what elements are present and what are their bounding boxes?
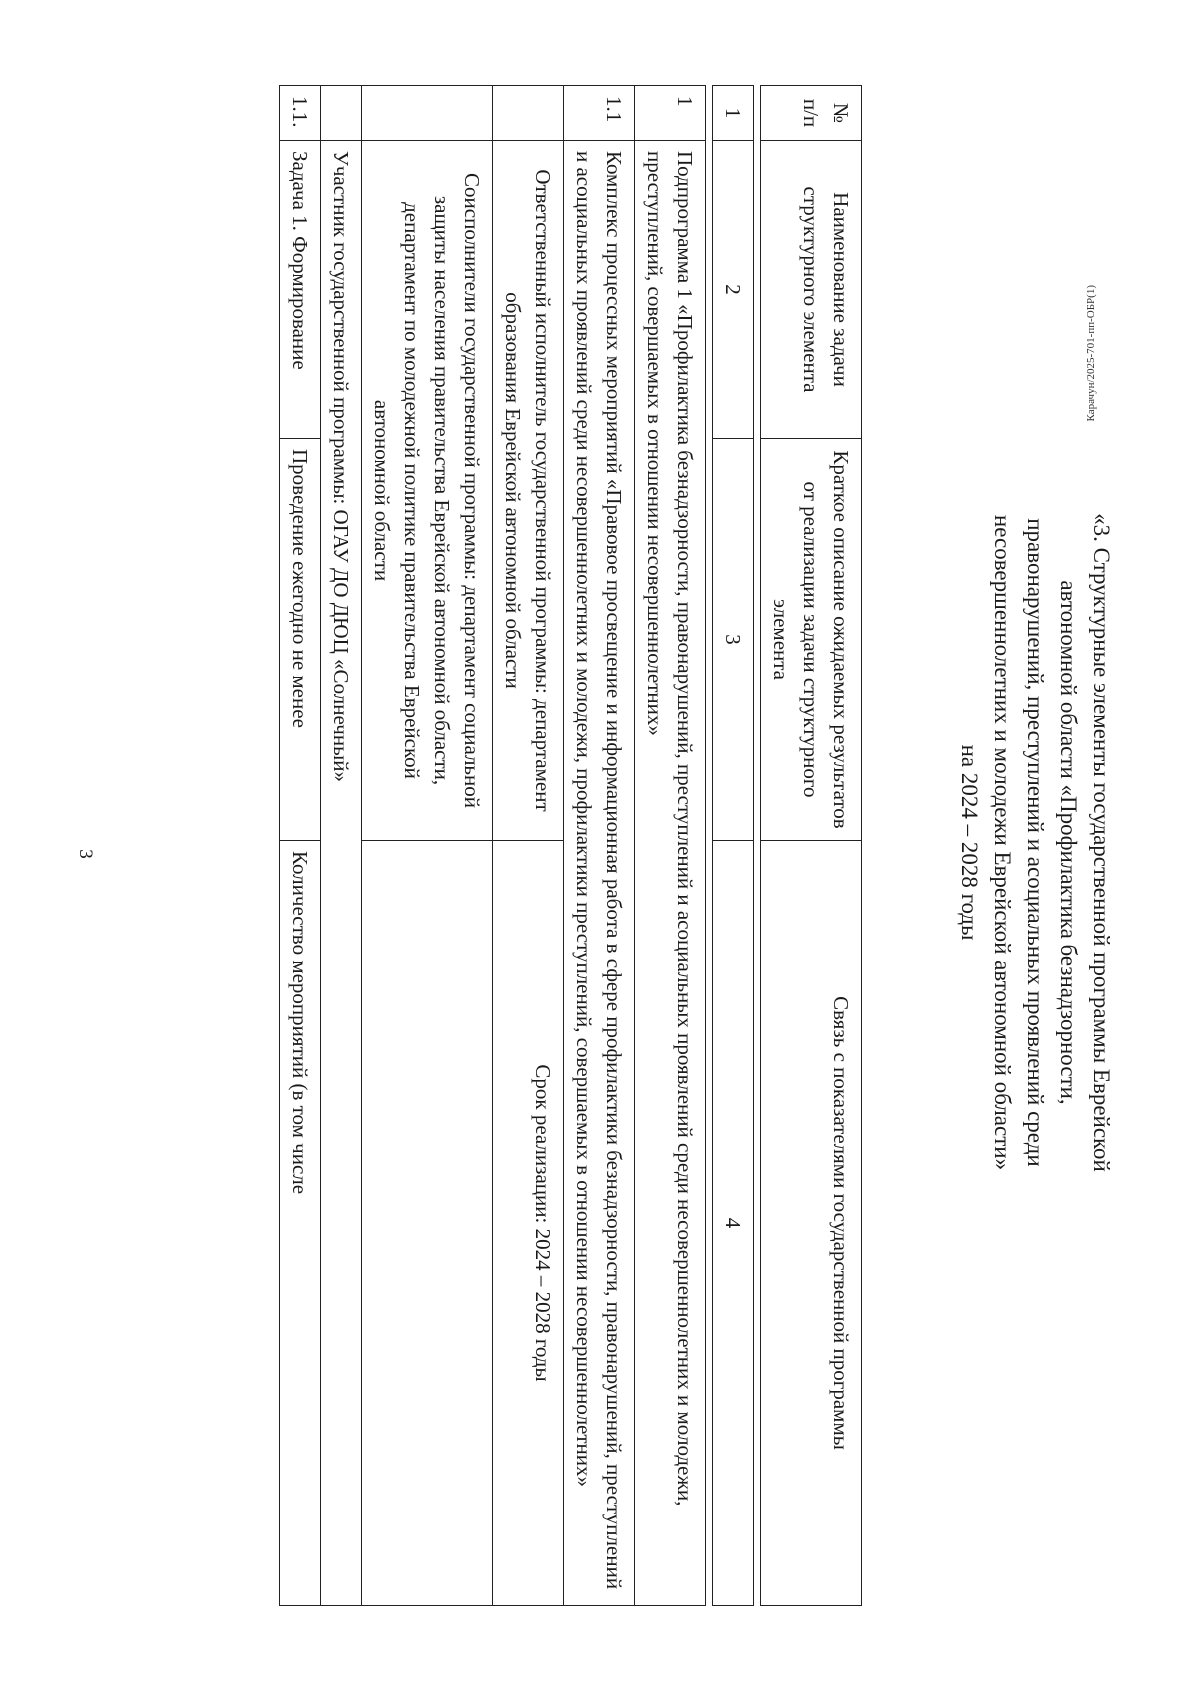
empty-cell — [321, 86, 362, 141]
empty-cell — [362, 841, 493, 1606]
task-number: 1.1. — [280, 86, 321, 141]
page-number: 3 — [74, 849, 96, 859]
document-registration-code: Карачун/2025-701-пп-ОБР(1) — [1085, 285, 1097, 422]
header-task-name: Наименование задачи структурного элемента — [761, 141, 862, 439]
document-heading — [878, 80, 1118, 1605]
coexecutors-row — [362, 86, 493, 1606]
task-name: Задача 1. Формирование — [280, 141, 321, 439]
table-header-row — [761, 86, 862, 1606]
subprogram-number: 1 — [635, 86, 706, 141]
heading-line: на 2024 – 2028 годы — [957, 744, 982, 941]
column-numbers-row — [713, 86, 754, 1606]
heading-line: «3. Структурные элементы государственной программы Еврейской — [1089, 513, 1114, 1172]
coexecutors: Соисполнители государственной программы: департамент социальной защиты населения правительства Еврейской автономной области, департамент по молодежной политике правительства Еврейской автономной области — [362, 141, 493, 841]
program-participant: Участник государственной программы: ОГАУ ДО ДЮЦ «Солнечный» — [321, 141, 362, 1606]
responsible-executor: Ответственный исполнитель государственной программы: департамент образования Еврейской автономной области — [493, 141, 564, 841]
empty-cell — [362, 86, 493, 141]
subprogram-row — [635, 86, 706, 1606]
heading-line: несовершеннолетних и молодежи Еврейской автономной области» — [990, 514, 1015, 1171]
responsible-row — [493, 86, 564, 1606]
complex-number: 1.1 — [564, 86, 635, 141]
header-indicators-link: Связь с показателями государственной программы — [761, 841, 862, 1606]
table-divider — [706, 86, 713, 1606]
subprogram-title: Подпрограмма 1 «Профилактика безнадзорности, правонарушений, преступлений и асоциальных проявлений среди несовершеннолетних и молодежи, преступлений, совершаемых в отношении несовершеннолетних» — [635, 141, 706, 1606]
heading-line: правонарушений, преступлений и асоциальных проявлений среди — [1023, 518, 1048, 1167]
task-indicator: Количество мероприятий (в том числе — [280, 841, 321, 1606]
column-number: 1 — [713, 86, 754, 141]
complex-row — [564, 86, 635, 1606]
column-number: 4 — [713, 841, 754, 1606]
task-row — [280, 86, 321, 1606]
rotated-page-content — [173, 80, 1118, 1605]
column-number: 3 — [713, 439, 754, 841]
task-description: Проведение ежегодно не менее — [280, 439, 321, 841]
structural-elements-table — [279, 85, 862, 1606]
header-results-description: Краткое описание ожидаемых результатов от реализации задачи структурного элемента — [761, 439, 862, 841]
empty-cell — [493, 86, 564, 141]
heading-line: автономной области «Профилактика безнадзорности, — [1056, 580, 1081, 1105]
table-divider — [754, 86, 761, 1606]
implementation-term: Срок реализации: 2024 – 2028 годы — [493, 841, 564, 1606]
complex-title: Комплекс процессных мероприятий «Правовое просвещение и информационная работа в сфере профилактики безнадзорности, правонарушений, преступлений и асоциальных проявлений среди несовершеннолетних и молодежи, профилактики преступлений, совершаемых в отношении несовершеннолетних» — [564, 141, 635, 1606]
column-number: 2 — [713, 141, 754, 439]
participant-row — [321, 86, 362, 1606]
header-number: № п/п — [761, 86, 862, 141]
